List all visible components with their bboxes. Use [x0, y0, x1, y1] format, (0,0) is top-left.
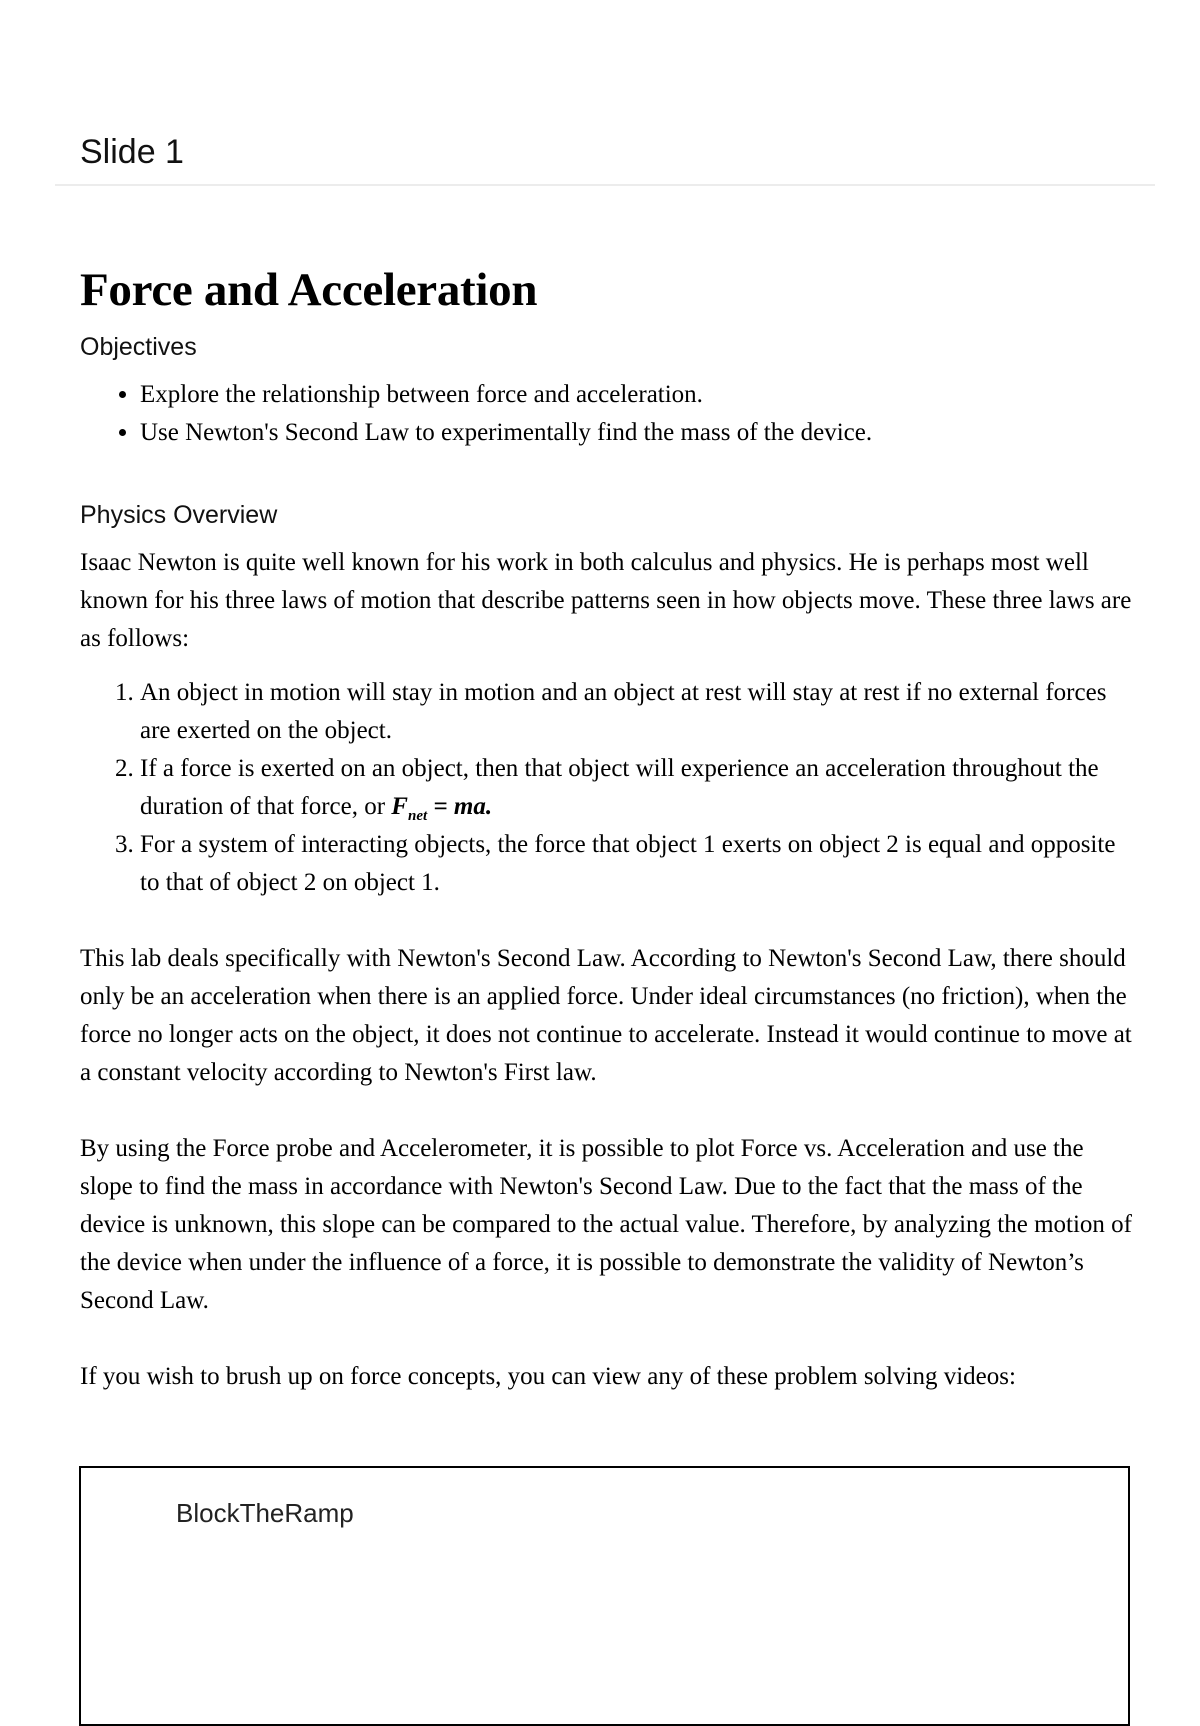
- law-item-3: 3. For a system of interacting objects, the force that object 1 exerts on object 2 is equal and opposite to that of object 2 on object 1.: [140, 826, 1140, 902]
- header-divider: [55, 184, 1155, 186]
- formula-net-subscript: net: [407, 808, 428, 824]
- physics-overview-heading: Physics Overview: [80, 501, 278, 529]
- law-item-2: [140, 750, 1140, 826]
- law-item-1: 1. An object in motion will stay in motion and an object at rest will stay at rest if no external forces are exerted on the object.: [140, 674, 1140, 750]
- second-law-paragraph: This lab deals specifically with Newton's Second Law. According to Newton's Second Law, there should only be an acceleration when there is an applied force. Under ideal circumstances (no friction), when the force no longer acts on the object, it does not continue to accelerate. Instead it would continue to move at a constant velocity according to Newton's First law.: [80, 945, 1132, 1086]
- newton-second-law-formula: [391, 793, 493, 824]
- objectives-list: [80, 376, 1140, 452]
- document-content: [80, 260, 1140, 1396]
- newtons-laws-list: [80, 674, 1140, 902]
- overview-intro-paragraph: Isaac Newton is quite well known for his work in both calculus and physics. He is perhaps most well known for his three laws of motion that describe patterns seen in how objects move. These three laws are as follows:: [80, 549, 1132, 652]
- formula-force-symbol: F: [391, 793, 408, 820]
- video-title[interactable]: BlockTheRamp: [176, 1498, 354, 1528]
- objective-item: • Use Newton's Second Law to experimentally find the mass of the device.: [140, 414, 1140, 452]
- page-title: Force and Acceleration: [80, 264, 538, 316]
- video-embed[interactable]: [79, 1466, 1130, 1726]
- law-2-text: If a force is exerted on an object, then that object will experience an acceleration throughout the duration of that force, or: [140, 755, 1099, 820]
- videos-intro-paragraph: If you wish to brush up on force concepts, you can view any of these problem solving videos:: [80, 1363, 1016, 1390]
- slide-label: Slide 1: [80, 133, 184, 171]
- formula-equals-ma: = ma.: [427, 793, 493, 820]
- objective-item: • Explore the relationship between force and acceleration.: [140, 376, 1140, 414]
- force-probe-paragraph: By using the Force probe and Accelerometer, it is possible to plot Force vs. Acceleration and use the slope to find the mass in accordance with Newton's Second Law. Due to the fact that the mass of the device is unknown, this slope can be compared to the actual value. Therefore, by analyzing the motion of the device when under the influence of a force, it is possible to demonstrate the validity of Newton’s Second Law.: [80, 1135, 1132, 1314]
- objectives-heading: Objectives: [80, 333, 197, 361]
